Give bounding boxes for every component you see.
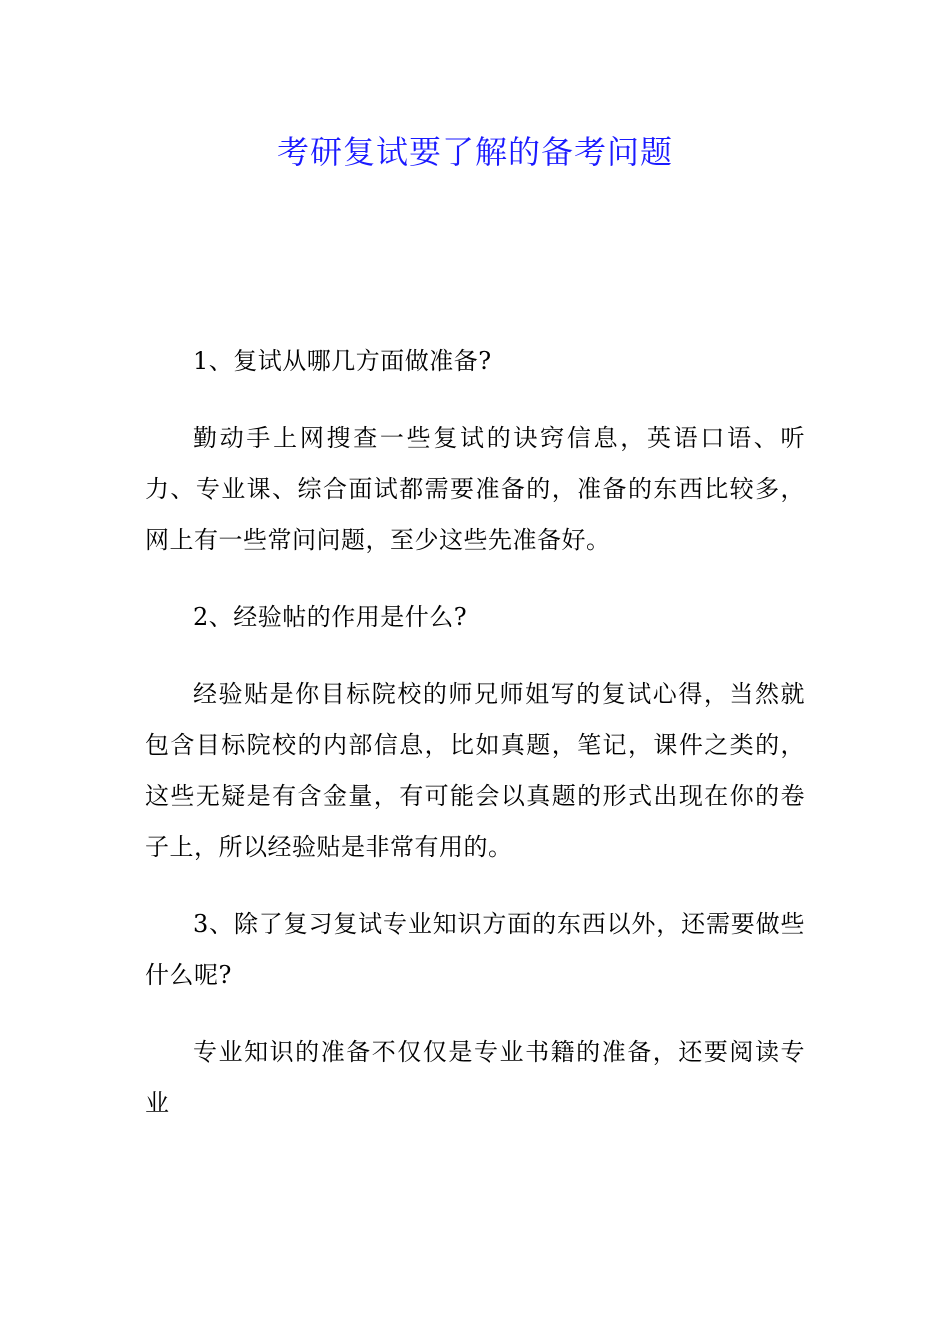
- question-3: 3、除了复习复试专业知识方面的东西以外，还需要做些什么呢?: [145, 910, 805, 989]
- question-2: 2、经验帖的作用是什么?: [193, 603, 468, 631]
- answer-3: 专业知识的准备不仅仅是专业书籍的准备，还要阅读专业: [145, 1038, 805, 1117]
- document-title: 考研复试要了解的备考问题: [276, 133, 673, 171]
- question-1: 1、复试从哪几方面做准备?: [193, 347, 492, 375]
- answer-1: 勤动手上网搜查一些复试的诀窍信息，英语口语、听力、专业课、综合面试都需要准备的，准备的东西比较多，网上有一些常问问题，至少这些先准备好。: [145, 424, 805, 554]
- answer-2: 经验贴是你目标院校的师兄师姐写的复试心得，当然就包含目标院校的内部信息，比如真题，笔记，课件之类的，这些无疑是有含金量，有可能会以真题的形式出现在你的卷子上，所以经验贴是非常有用的。: [145, 680, 805, 861]
- document-body: [145, 336, 805, 1155]
